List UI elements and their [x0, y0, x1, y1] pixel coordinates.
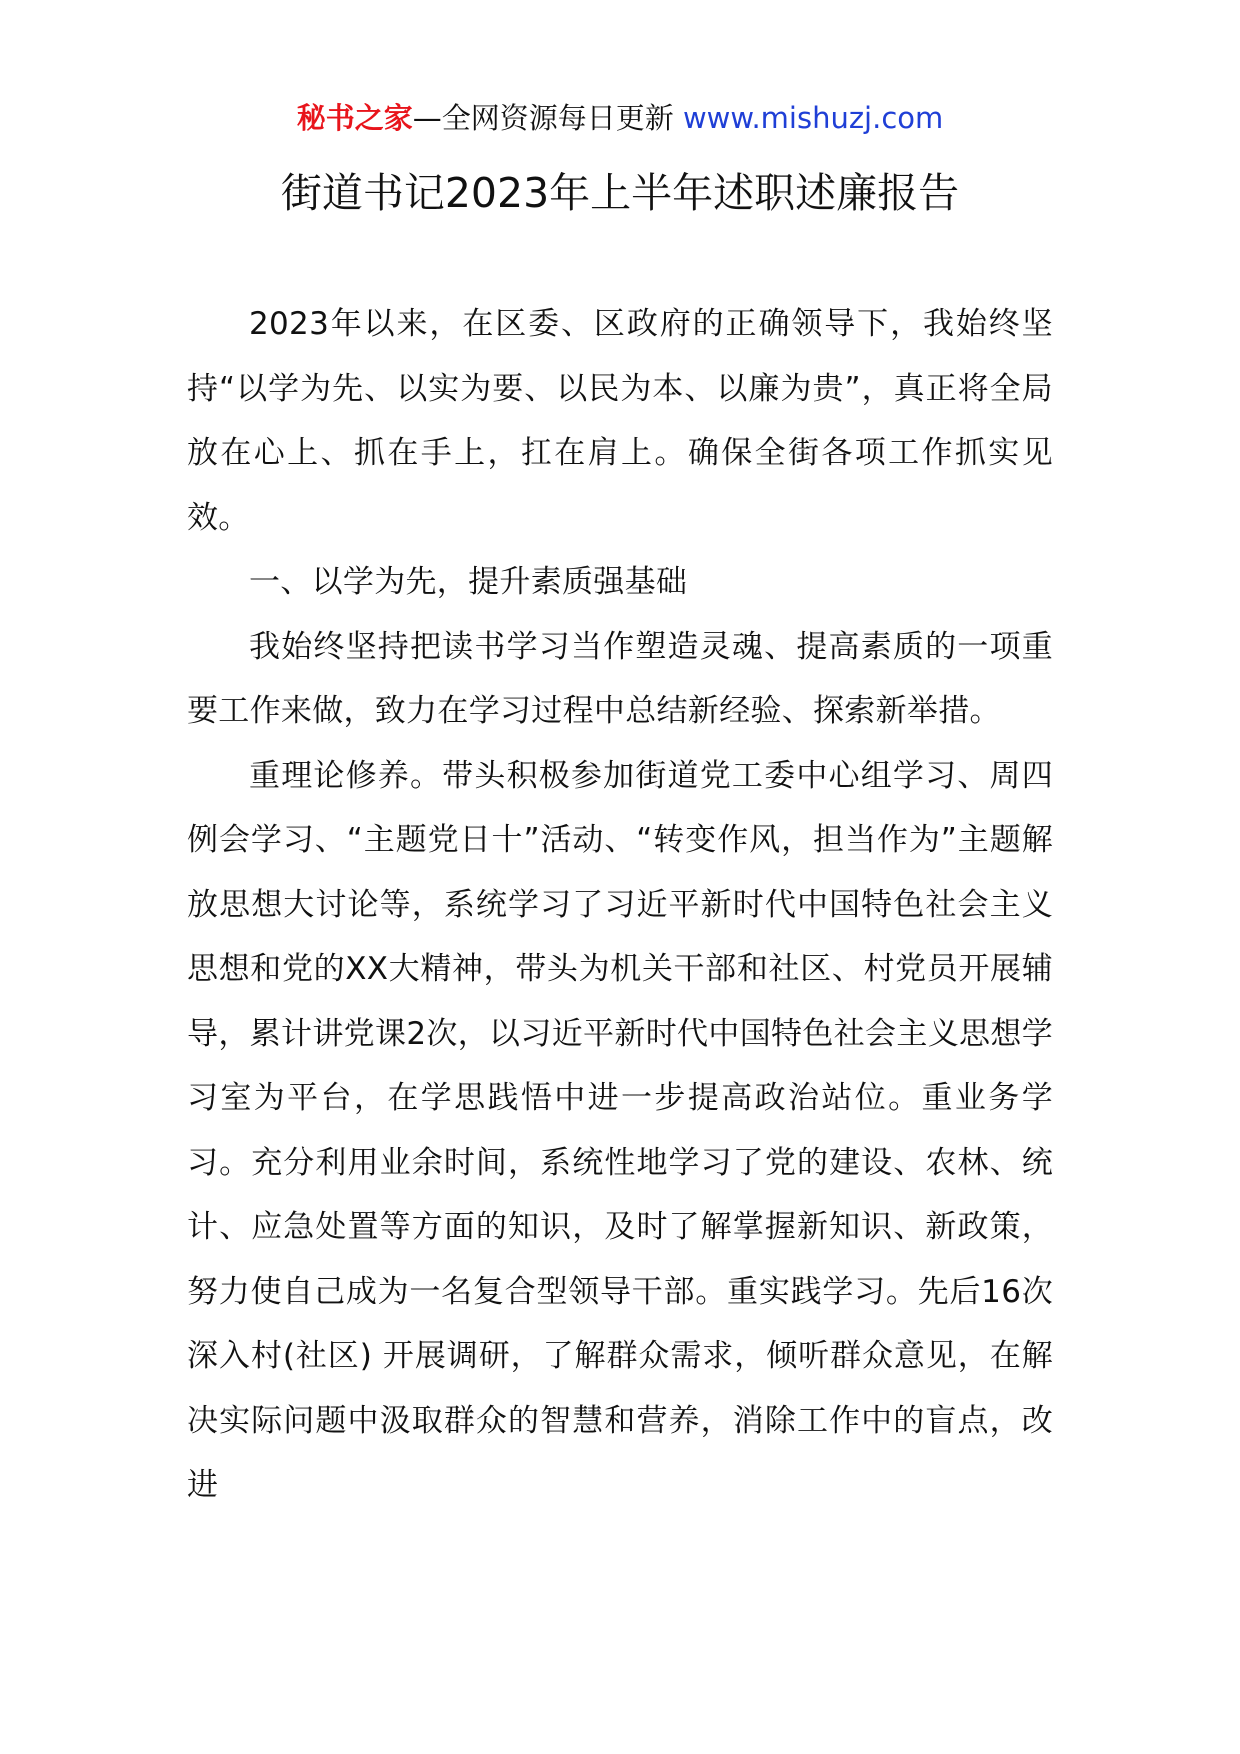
- section-heading: 一、以学为先，提升素质强基础: [249, 564, 688, 600]
- site-banner: [0, 98, 1240, 138]
- banner-tagline: —全网资源每日更新: [412, 101, 683, 135]
- body-paragraph: 重理论修养。带头积极参加街道党工委中心组学习、周四例会学习、“主题党日十”活动、“转变作风，担当作为”主题解放思想大讨论等，系统学习了习近平新时代中国特色社会主义思想和党的XX大精神，带头为机关干部和社区、村党员开展辅导，累计讲党课2次，以习近平新时代中国特色社会主义思想学习室为平台，在学思践悟中进一步提高政治站位。重业务学习。充分利用业余时间，系统性地学习了党的建设、农林、统计、应急处置等方面的知识，及时了解掌握新知识、新政策，努力使自己成为一名复合型领导干部。重实践学习。先后16次深入村(社区) 开展调研，了解群众需求，倾听群众意见，在解决实际问题中汲取群众的智慧和营养，消除工作中的盲点，改进: [187, 757, 1053, 1503]
- brand-name: 秘书之家: [296, 101, 413, 135]
- body-paragraph: 我始终坚持把读书学习当作塑造灵魂、提高素质的一项重要工作来做，致力在学习过程中总结新经验、探索新举措。: [187, 628, 1053, 729]
- intro-paragraph: 2023年以来，在区委、区政府的正确领导下，我始终坚持“以学为先、以实为要、以民为本、以廉为贵”，真正将全局放在心上、抓在手上，扛在肩上。确保全街各项工作抓实见效。: [187, 306, 1053, 536]
- document-body: [187, 292, 1053, 1518]
- site-url-link[interactable]: www.mishuzj.com: [682, 101, 944, 135]
- document-title: 街道书记2023年上半年述职述廉报告: [280, 169, 960, 217]
